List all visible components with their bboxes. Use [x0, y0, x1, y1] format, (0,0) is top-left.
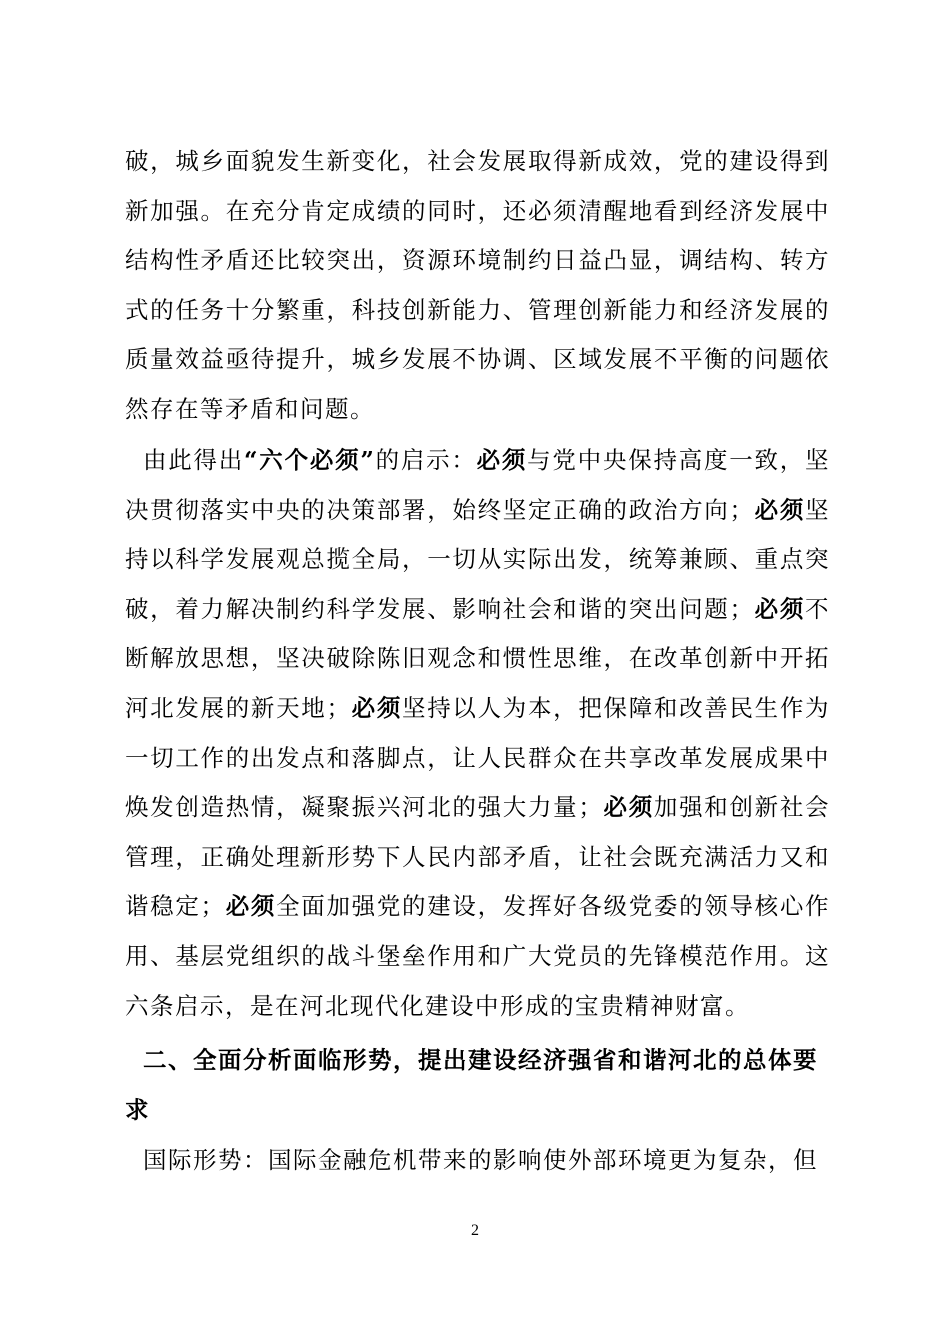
body-paragraph-3: 国际形势：国际金融危机带来的影响使外部环境更为复杂，但 — [143, 1146, 818, 1174]
paragraph-2-intro: 由此得出 — [143, 446, 245, 474]
must-1-text: 与党中央保持高度一致，坚决贯彻落实中央的决策部署，始终坚定正确的政治方向； — [125, 446, 831, 524]
must-3-text: 不断解放思想，坚决破除陈旧观念和惯性思维，在改革创新中开拓河北发展的新天地； — [125, 594, 831, 722]
paragraph-2-intro-tail: 的启示： — [375, 446, 477, 474]
body-paragraph-1: 破，城乡面貌发生新变化，社会发展取得新成效，党的建设得到新加强。在充分肯定成绩的同时，还必须清醒地看到经济发展中结构性矛盾还比较突出，资源环境制约日益凸显，调结构、转方式的任务十分繁重，科技创新能力、管理创新能力和经济发展的质量效益亟待提升，城乡发展不协调、区域发展不平衡的问题依然存在等矛盾和问题。 — [125, 147, 830, 423]
must-2-text: 坚持以科学发展观总揽全局，一切从实际出发，统筹兼顾、重点突破，着力解决制约科学发展、影响社会和谐的突出问题； — [125, 495, 831, 623]
must-3-label: 必须 — [754, 594, 806, 623]
must-4-label: 必须 — [351, 693, 403, 722]
must-1-label: 必须 — [476, 446, 528, 474]
page-number: 2 — [471, 1222, 479, 1239]
must-6-text: 全面加强党的建设，发挥好各级党委的领导核心作用、基层党组织的战斗堡垒作用和广大党员的先锋模范作用。这六条启示，是在河北现代化建设中形成的宝贵精神财富。 — [125, 892, 831, 1020]
must-6-label: 必须 — [225, 892, 277, 921]
must-2-label: 必须 — [754, 495, 806, 524]
must-4-text: 坚持以人为本，把保障和改善民生作为一切工作的出发点和落脚点，让人民群众在共享改革发展成果中焕发创造热情，凝聚振兴河北的强大力量； — [125, 693, 831, 822]
must-5-text: 加强和创新社会管理，正确处理新形势下人民内部矛盾，让社会既充满活力又和谐稳定； — [125, 793, 831, 921]
section-heading: 二、全面分析面临形势，提出建设经济强省和谐河北的总体要求 — [125, 1046, 818, 1124]
body-paragraph-2 — [125, 436, 830, 1031]
six-musts-emphasis: “六个必须” — [244, 446, 376, 474]
must-5-label: 必须 — [603, 793, 654, 822]
